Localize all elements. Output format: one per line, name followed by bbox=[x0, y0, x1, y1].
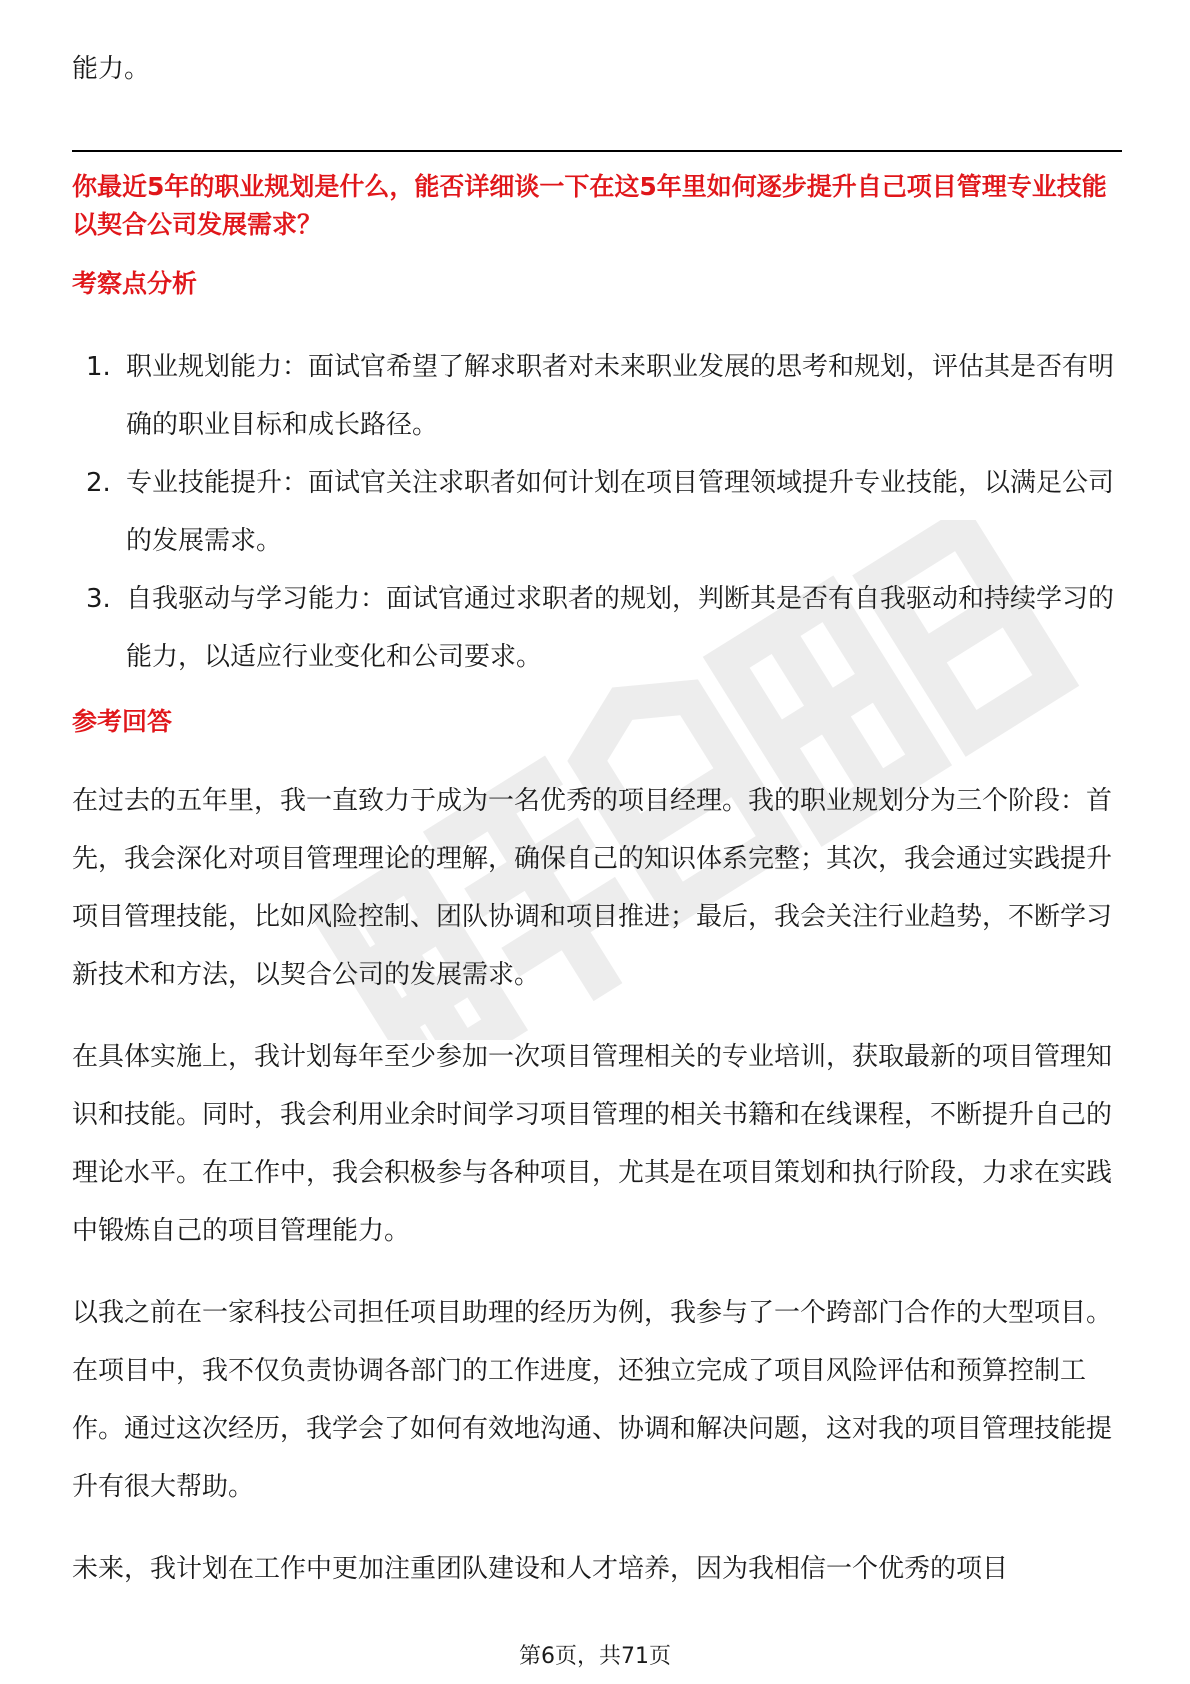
answer-paragraph: 在具体实施上，我计划每年至少参加一次项目管理相关的专业培训，获取最新的项目管理知识和技能。同时，我会利用业余时间学习项目管理的相关书籍和在线课程，不断提升自己的理论水平。在工作中，我会积极参与各种项目，尤其是在项目策划和执行阶段，力求在实践中锻炼自己的项目管理能力。 bbox=[72, 1042, 1113, 1246]
answer-body bbox=[72, 772, 1122, 1622]
list-item-number: 2. bbox=[86, 468, 111, 498]
list-item-text: 职业规划能力：面试官希望了解求职者对未来职业发展的思考和规划，评估其是否有明确的职业目标和成长路径。 bbox=[126, 352, 1115, 440]
list-item bbox=[72, 454, 1122, 570]
answer-paragraph: 以我之前在一家科技公司担任项目助理的经历为例，我参与了一个跨部门合作的大型项目。在项目中，我不仅负责协调各部门的工作进度，还独立完成了项目风险评估和预算控制工作。通过这次经历，我学会了如何有效地沟通、协调和解决问题，这对我的项目管理技能提升有很大帮助。 bbox=[72, 1298, 1113, 1502]
list-item-text: 自我驱动与学习能力：面试官通过求职者的规划，判断其是否有自我驱动和持续学习的能力，以适应行业变化和公司要求。 bbox=[126, 584, 1115, 672]
analysis-list bbox=[72, 338, 1122, 686]
list-item-number: 3. bbox=[86, 584, 111, 614]
interview-question: 你最近5年的职业规划是什么，能否详细谈一下在这5年里如何逐步提升自己项目管理专业技能以契合公司发展需求？ bbox=[72, 172, 1107, 239]
continuation-text: 能力。 bbox=[72, 54, 151, 84]
list-item-number: 1. bbox=[86, 352, 111, 382]
answer-paragraph: 未来，我计划在工作中更加注重团队建设和人才培养，因为我相信一个优秀的项目 bbox=[72, 1554, 1009, 1584]
answer-heading: 参考回答 bbox=[72, 707, 173, 736]
analysis-heading: 考察点分析 bbox=[72, 269, 198, 298]
list-item bbox=[72, 338, 1122, 454]
list-item-text: 专业技能提升：面试官关注求职者如何计划在项目管理领域提升专业技能，以满足公司的发展需求。 bbox=[126, 468, 1115, 556]
answer-paragraph: 在过去的五年里，我一直致力于成为一名优秀的项目经理。我的职业规划分为三个阶段：首先，我会深化对项目管理理论的理解，确保自己的知识体系完整；其次，我会通过实践提升项目管理技能，比如风险控制、团队协调和项目推进；最后，我会关注行业趋势，不断学习新技术和方法，以契合公司的发展需求。 bbox=[72, 786, 1113, 990]
section-divider bbox=[72, 150, 1122, 152]
list-item bbox=[72, 570, 1122, 686]
page-number: 第6页，共71页 bbox=[519, 1644, 671, 1669]
